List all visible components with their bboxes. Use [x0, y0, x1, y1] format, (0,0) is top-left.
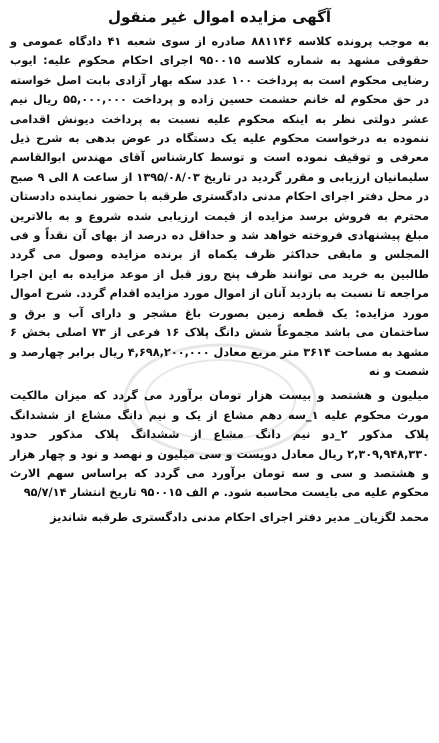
notice-paragraph-1: به موجب پرونده کلاسه ۸۸۱۱۴۶ صادره از سوی شعبه ۴۱ دادگاه عمومی و حقوقی مشهد به شماره کلاسه ۹۵۰۰۱۵ اجرای احکام محکوم علیه: ایوب رضایی محکوم است به پرداخت ۱۰۰ عدد سکه بهار آزادی بابت اصل خواسته در حق محکوم له خانم حشمت حسین زاده و پرداخت ۵۵,۰۰۰,۰۰۰ ریال نیم عشر دولتی نظر به اینکه محکوم علیه نسبت به پرداخت دیونش اقدامی ننموده به درخواست محکوم علیه یک دستگاه در عوض بدهی به شرح ذیل معرفی و توقیف نموده است و توسط کارشناس آقای مهندس ابوالقاسم سلیمانیان ارزیابی و مقرر گردید در تاریخ ۱۳۹۵/۰۸/۰۳ از ساعت ۸ الی ۹ صبح در محل دفتر اجرای احکام مدنی دادگستری طرقبه با حضور نماینده دادستان محترم به فروش برسد مزایده از قیمت ارزیابی شده شروع و به بالاترین مبلغ پیشنهادی فروخته خواهد شد و حداقل ده درصد از بهای آن نقداً و فی المجلس و مابقی حداکثر ظرف یکماه از برنده مزایده وصول می گردد طالبین به خرید می توانند ظرف پنج روز قبل از موعد مزایده به این اجرا مراجعه تا نسبت به بازدید آنان از اموال مورد مزایده اقدام گردد. شرح اموال مورد مزایده: یک قطعه زمین بصورت باغ مشجر و دارای آب و برق و ساختمان می باشد مجموعاً شش دانگ پلاک ۱۶ فرعی از ۷۳ اصلی بخش ۶ مشهد به مساحت ۳۶۱۴ متر مربع معادل ۴,۶۹۸,۲۰۰,۰۰۰ ریال برابر چهارصد و شصت و نه [10, 35, 430, 378]
notice-paragraph-2: میلیون و هشتصد و بیست هزار تومان برآورد می گردد که میزان مالکیت مورث محکوم علیه ۱_سه دهم مشاع از یک و نیم دانگ مشاع از ششدانگ پلاک مذکور ۲_دو نیم دانگ مشاع از ششدانگ پلاک مذکور حدود ۲,۳۰۹,۹۴۸,۳۳۰ ریال معادل دویست و سی میلیون و نهصد و نود و چهار هزار و هشتصد و سی و سه تومان برآورد می گردد که براساس سهم الارث محکوم علیه می بایست محاسبه شود. م الف ۹۵۰۰۱۵ تاریخ انتشار ۹۵/۷/۱۴ [10, 389, 429, 500]
notice-body [10, 32, 429, 503]
notice-title: آگهی مزایده اموال غیر منقول [107, 8, 332, 26]
notice-signature: محمد لگزیان_ مدیر دفتر اجرای احکام مدنی دادگستری طرقبه شاندیز [50, 510, 429, 524]
